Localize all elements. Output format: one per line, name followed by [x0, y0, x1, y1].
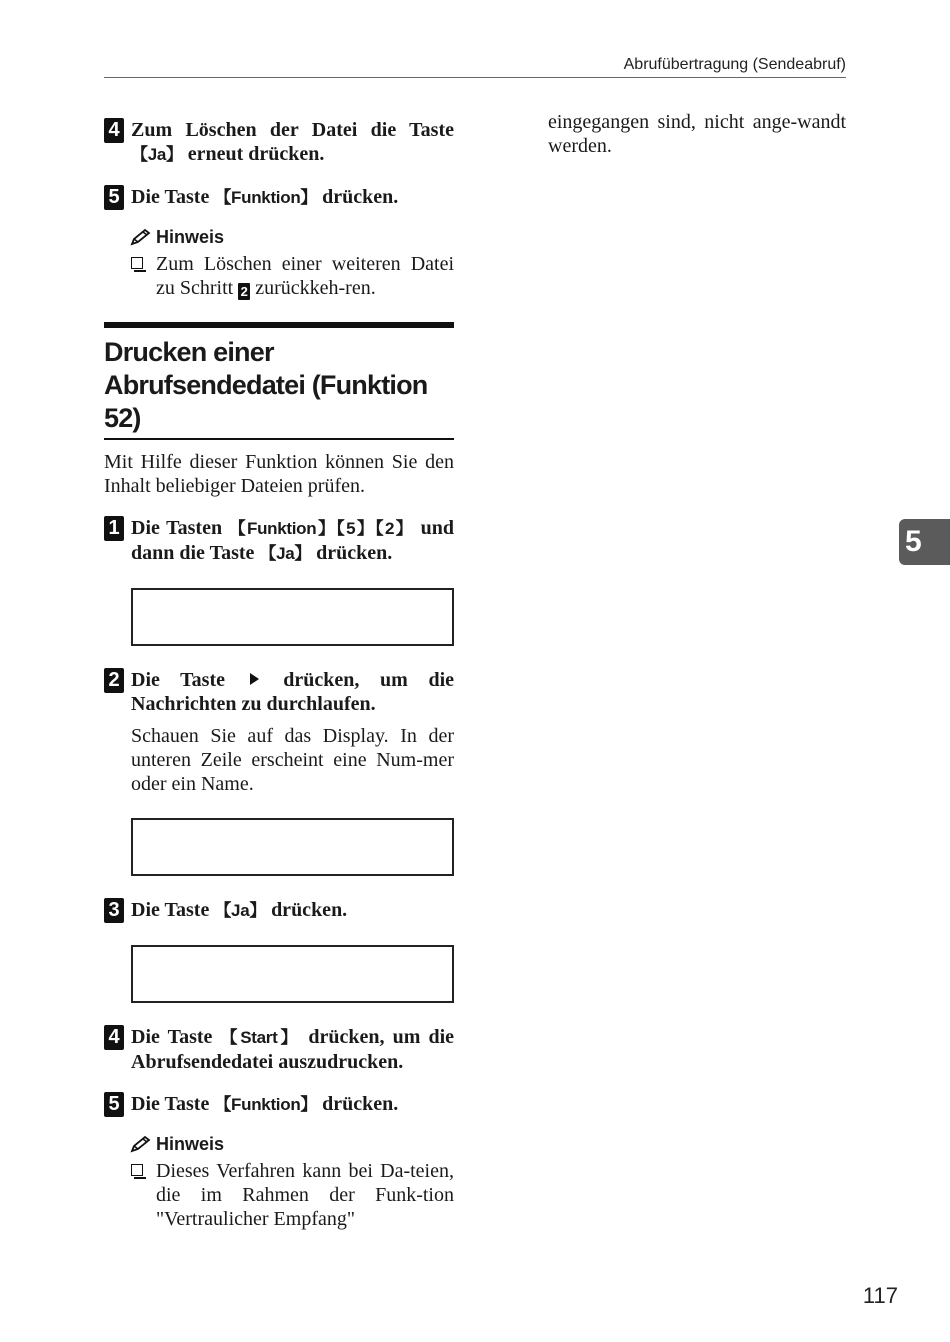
lcd-line-1	[138, 874, 452, 876]
step-number-badge: 5	[104, 185, 124, 210]
step-2	[104, 668, 454, 716]
note-title: Hinweis	[156, 1134, 225, 1154]
note-bottom	[130, 1133, 454, 1231]
lcd-line-1	[138, 644, 452, 646]
pencil-icon	[130, 228, 152, 246]
step-text: drücken.	[311, 542, 393, 564]
step-4-delete	[104, 118, 454, 167]
pencil-icon	[130, 1135, 152, 1153]
note-text: Dieses Verfahren kann bei Da-teien, die im Rahmen der Funk-tion "Vertraulicher Empfang"	[156, 1160, 454, 1230]
key-ja: 【Ja】	[214, 901, 267, 920]
section-intro: Mit Hilfe dieser Funktion können Sie den Inhalt beliebiger Dateien prüfen.	[104, 451, 454, 497]
lcd-display-3	[131, 945, 454, 1003]
right-arrow-key-icon	[250, 673, 259, 685]
step-1	[104, 516, 454, 566]
note-item	[130, 1159, 454, 1231]
running-header: Abrufübertragung (Sendeabruf)	[623, 56, 846, 73]
step-text: Die Taste	[131, 899, 215, 921]
step-5-function	[104, 185, 454, 210]
step-4	[104, 1025, 454, 1074]
step-number-badge: 4	[104, 1025, 124, 1050]
left-column	[104, 118, 454, 1231]
step-text: Die Taste	[131, 186, 215, 208]
step-ref-badge: 2	[238, 283, 250, 300]
note-title: Hinweis	[156, 227, 225, 247]
section-title-line1: Drucken einer	[104, 337, 274, 367]
header-rule	[104, 77, 846, 78]
page-number: 117	[862, 1283, 898, 1308]
step-number-badge: 1	[104, 516, 124, 541]
step-text: Zum Löschen der Datei die Taste	[131, 119, 454, 141]
key-funktion: 【Funktion】	[214, 188, 318, 207]
step-text: erneut drücken.	[182, 143, 325, 165]
section-bottom-rule	[104, 438, 454, 440]
step-2-body: Schauen Sie auf das Display. In der unteren Zeile erscheint eine Num-mer oder ein Name.	[131, 725, 454, 795]
note-text: Zum Löschen einer weiteren Datei zu Schritt	[156, 253, 454, 299]
key-funktion: 【Funktion】	[228, 519, 337, 538]
step-text: Die Taste	[131, 1026, 221, 1048]
step-text: drücken, um die Nachrichten zu durchlaufen.	[131, 669, 455, 715]
step-text: drücken.	[266, 899, 348, 921]
section-title-line2: Abrufsendedatei (Funktion 52)	[104, 370, 428, 433]
step-text: drücken.	[317, 186, 399, 208]
checkbox-icon	[131, 1164, 143, 1176]
note-text: zurückkeh-ren.	[250, 277, 376, 299]
key-ja: 【Ja】	[131, 145, 183, 164]
step-text: und dann die Taste	[131, 517, 454, 564]
lcd-display-1	[131, 588, 454, 646]
section-title	[104, 328, 454, 438]
checkbox-icon	[131, 257, 143, 269]
lcd-display-2	[131, 818, 454, 876]
step-number-badge: 2	[104, 668, 124, 693]
note-header	[130, 1133, 454, 1155]
step-text: Die Taste	[131, 669, 246, 691]
lcd-line-1	[138, 1001, 452, 1003]
step-text: Die Taste	[131, 1093, 215, 1115]
key-start: 【Start】	[220, 1028, 301, 1047]
note-top	[130, 226, 454, 300]
step-5	[104, 1092, 454, 1117]
step-3	[104, 898, 454, 923]
step-text: drücken, um die Abrufsendedatei auszudrucken.	[131, 1026, 454, 1073]
note-item	[130, 252, 454, 300]
step-number-badge: 5	[104, 1092, 124, 1117]
step-text: drücken.	[317, 1093, 399, 1115]
right-column: eingegangen sind, nicht ange-wandt werden.	[548, 111, 846, 157]
key-ja: 【Ja】	[259, 544, 312, 563]
chapter-tab: 5	[899, 519, 950, 565]
step-number-badge: 3	[104, 898, 124, 923]
key-2: 【2】	[375, 519, 415, 538]
step-text: Die Tasten	[131, 517, 229, 539]
note-header	[130, 226, 454, 248]
key-5: 【5】	[336, 519, 376, 538]
step-number-badge: 4	[104, 118, 124, 143]
key-funktion: 【Funktion】	[214, 1095, 318, 1114]
